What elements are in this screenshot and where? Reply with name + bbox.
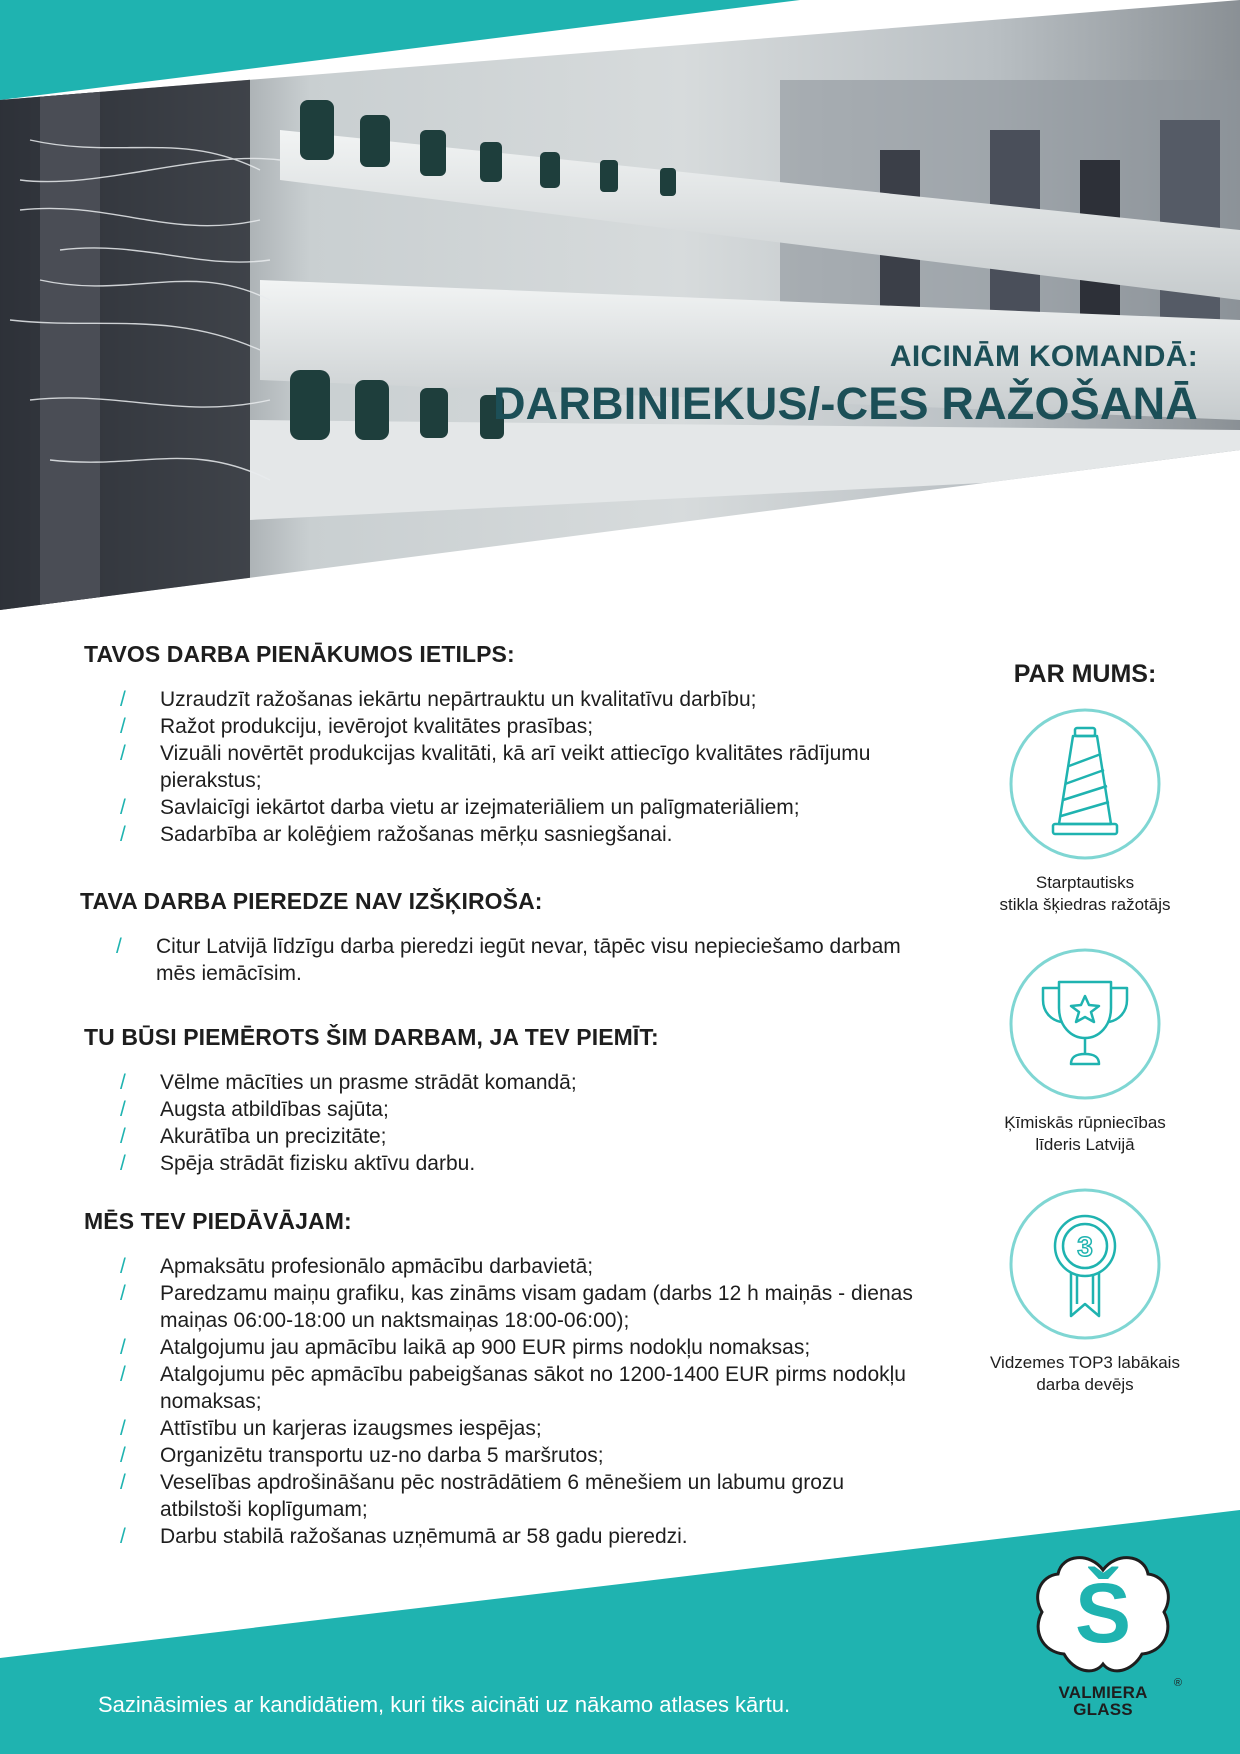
medal-number: 3 — [1077, 1231, 1093, 1262]
list-item-text: Citur Latvijā līdzīgu darba pieredzi iegūt nevar, tāpēc visu nepieciešamo darbam mēs iemācīsim. — [156, 935, 901, 985]
bullet-marker: / — [120, 1152, 126, 1175]
footer-text: Sazināsimies ar kandidātiem, kuri tiks aicināti uz nākamo atlases kārtu. — [98, 1692, 791, 1717]
hero-title: DARBINIEKUS/-CES RAŽOŠANĀ — [492, 378, 1198, 429]
bullet-marker: / — [120, 1255, 126, 1278]
list-item-text: Apmaksātu profesionālo apmācību darbavietā; — [160, 1255, 594, 1278]
about-caption-line: Starptautisks — [1035, 873, 1135, 892]
bullet-marker: / — [120, 1336, 126, 1359]
list-item-text: Paredzamu maiņu grafiku, kas zināms visam gadam (darbs 12 h maiņās - dienas maiņas 06:00-18:00 un naktsmaiņas 18:00-06:00); — [160, 1282, 913, 1332]
logo-wordmark — [1028, 1684, 1178, 1718]
hero-kicker: AICINĀM KOMANDĀ: — [889, 340, 1198, 373]
about-caption-line: Vidzemes TOP3 labākais — [990, 1353, 1180, 1372]
logo-mark — [1028, 1548, 1178, 1682]
bullet-marker: / — [120, 742, 126, 765]
list-item-text: Savlaicīgi iekārtot darba vietu ar izejmateriāliem un palīgmateriāliem; — [160, 796, 800, 819]
bullet-marker: / — [120, 1282, 126, 1305]
company-logo — [1028, 1548, 1188, 1728]
bullet-marker: / — [120, 1444, 126, 1467]
bullet-marker: / — [120, 823, 126, 846]
section-heading: MĒS TEV PIEDĀVĀJAM: — [84, 1208, 352, 1234]
list-item-text: Attīstību un karjeras izaugsmes iespējas; — [160, 1417, 542, 1440]
bullet-marker: / — [120, 1071, 126, 1094]
list-item-text: Augsta atbildības sajūta; — [160, 1098, 389, 1121]
list-item-text: Sadarbība ar kolēģiem ražošanas mērķu sasniegšanai. — [160, 823, 673, 846]
list-item-text: Atalgojumu jau apmācību laikā ap 900 EUR pirms nodokļu nomaksas; — [160, 1336, 811, 1359]
bullet-marker: / — [120, 715, 126, 738]
section-heading: TU BŪSI PIEMĒROTS ŠIM DARBAM, JA TEV PIEMĪT: — [84, 1024, 659, 1050]
bullet-marker: / — [120, 1471, 126, 1494]
section-heading: TAVOS DARBA PIENĀKUMOS IETILPS: — [84, 641, 515, 667]
bullet-marker: / — [120, 1525, 126, 1548]
bullet-marker: / — [120, 1363, 126, 1386]
about-caption-line: darba devējs — [1036, 1375, 1134, 1394]
list-item-text: Vizuāli novērtēt produkcijas kvalitāti, kā arī veikt attiecīgo kvalitātes rādījumu pierakstus; — [160, 742, 871, 792]
list-item-text: Uzraudzīt ražošanas iekārtu nepārtrauktu un kvalitatīvu darbību; — [160, 688, 757, 711]
list-item-text: Ražot produkciju, ievērojot kvalitātes prasības; — [160, 715, 594, 738]
list-item-text: Atalgojumu pēc apmācību pabeigšanas sākot no 1200-1400 EUR pirms nodokļu nomaksas; — [160, 1363, 906, 1413]
logo-monogram: Š — [1074, 1566, 1132, 1660]
list-item-text: Vēlme mācīties un prasme strādāt komandā; — [160, 1071, 577, 1094]
bullet-marker: / — [120, 1098, 126, 1121]
logo-line: VALMIERA — [1058, 1683, 1148, 1702]
bullet-marker: / — [120, 1417, 126, 1440]
bullet-marker: / — [120, 688, 126, 711]
logo-line: GLASS — [1073, 1700, 1133, 1719]
about-heading: PAR MUMS: — [1013, 660, 1157, 688]
list-item-text: Akurātība un precizitāte; — [160, 1125, 387, 1148]
about-caption-line: stikla šķiedras ražotājs — [999, 895, 1171, 914]
registered-mark: ® — [1173, 1677, 1182, 1689]
list-item-text: Spēja strādāt fizisku aktīvu darbu. — [160, 1152, 476, 1175]
bullet-marker: / — [116, 935, 122, 958]
list-item-text: Organizētu transportu uz-no darba 5 maršrutos; — [160, 1444, 604, 1467]
list-item-text: Veselības apdrošināšanu pēc nostrādātiem 6 mēnešiem un labumu grozu atbilstoši koplīgumam; — [160, 1471, 845, 1521]
about-caption-line: līderis Latvijā — [1035, 1135, 1135, 1154]
bullet-marker: / — [120, 796, 126, 819]
about-caption-line: Ķīmiskās rūpniecības — [1004, 1113, 1166, 1132]
section-heading: TAVA DARBA PIEREDZE NAV IZŠĶIROŠA: — [80, 888, 543, 914]
bullet-marker: / — [120, 1125, 126, 1148]
list-item-text: Darbu stabilā ražošanas uzņēmumā ar 58 gadu pieredzi. — [160, 1525, 688, 1548]
